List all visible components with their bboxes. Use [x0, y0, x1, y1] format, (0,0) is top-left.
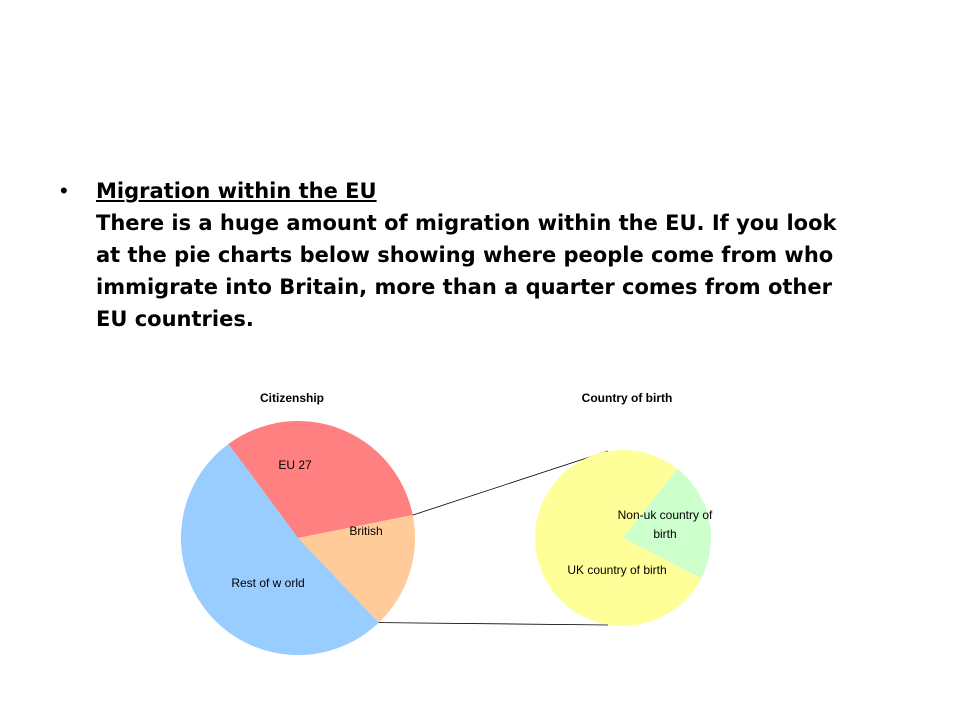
- slice-label-british: British: [349, 524, 383, 538]
- slice-label-non-uk-country-of-birth: Non-uk country of birth: [617, 508, 713, 541]
- slice-label-eu-27: EU 27: [278, 458, 312, 472]
- connector-bottom: [379, 623, 608, 625]
- country-of-birth-title: Country of birth: [581, 391, 673, 405]
- slice-label-uk-country-of-birth: UK country of birth: [567, 563, 667, 577]
- bullet-marker: •: [60, 178, 68, 203]
- citizenship-title: Citizenship: [259, 391, 325, 405]
- slide-heading: Migration within the EU: [96, 179, 377, 203]
- country-of-birth-pie: [535, 450, 713, 626]
- slice-label-rest-of-w-orld: Rest of w orld: [231, 576, 305, 590]
- slide-paragraph: There is a huge amount of migration within the EU. If you look at the pie charts below showing where people come from who immigrate into Britain, more than a quarter comes from other EU countries.: [96, 211, 837, 331]
- citizenship-pie: [181, 421, 415, 655]
